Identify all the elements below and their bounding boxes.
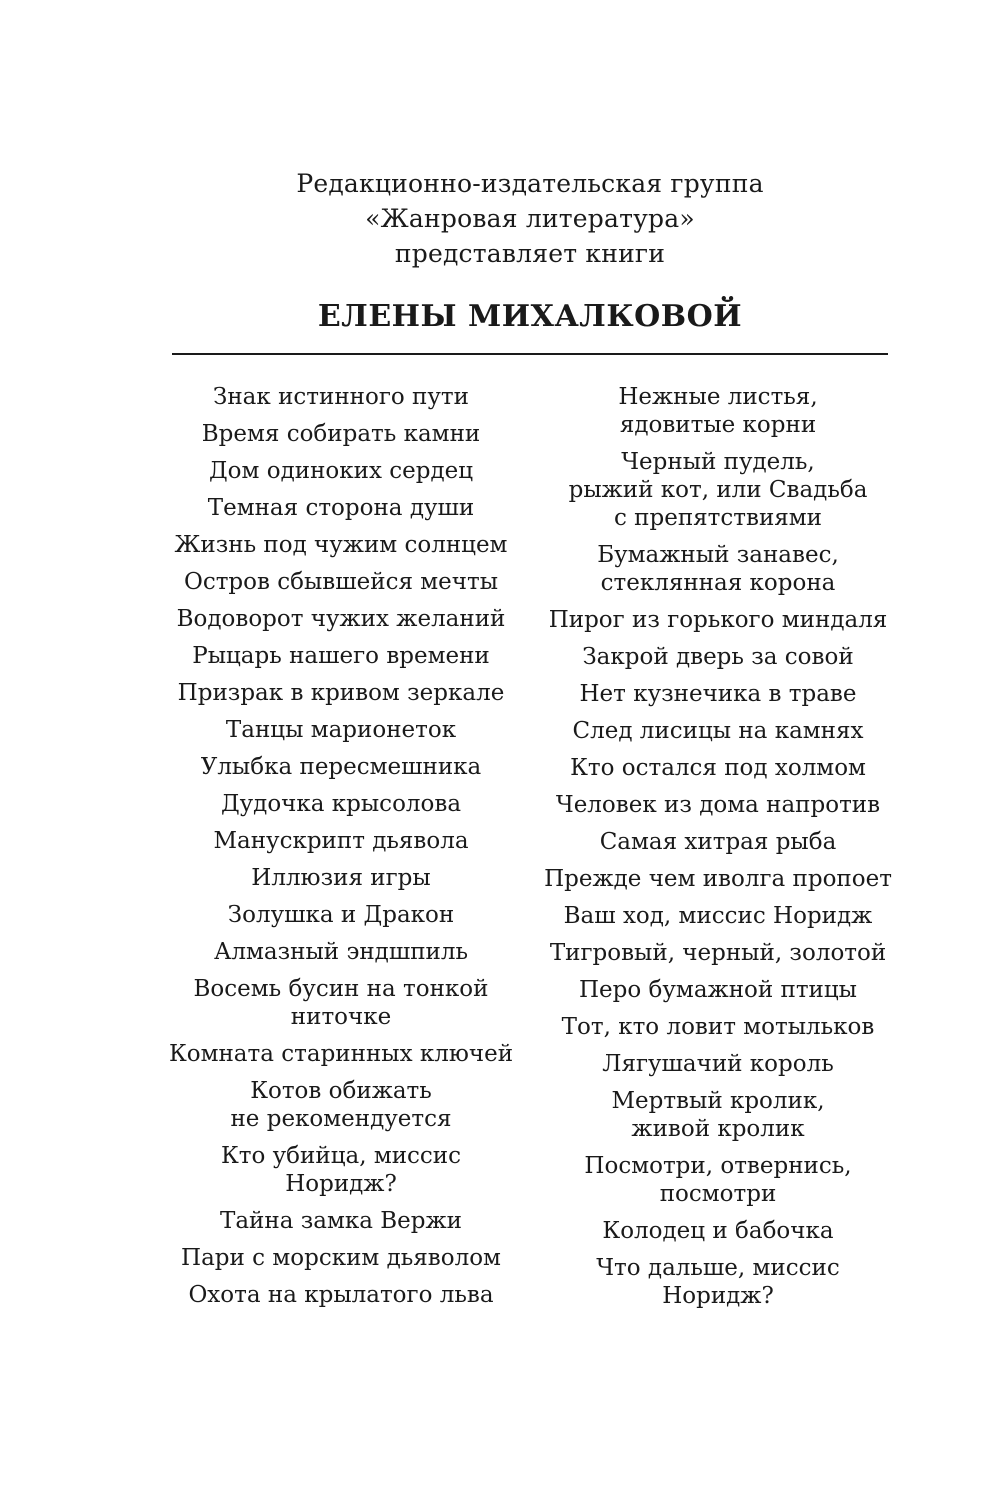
- book-title-line: Закрой дверь за совой: [582, 644, 854, 670]
- book-title-line: Восемь бусин на тонкой: [193, 976, 489, 1002]
- right-title-column: [538, 383, 898, 1319]
- book-title-line: Улыбка пересмешника: [200, 754, 482, 780]
- book-title-line: Знак истинного пути: [213, 384, 469, 410]
- book-title-line: Золушка и Дракон: [227, 902, 455, 928]
- book-title: [161, 901, 521, 929]
- book-title-line: посмотри: [659, 1181, 777, 1207]
- book-title-line: Рыцарь нашего времени: [192, 643, 490, 669]
- book-title-line: Котов обижать: [250, 1078, 432, 1104]
- book-title: [161, 790, 521, 818]
- book-title-line: ниточке: [290, 1004, 392, 1030]
- book-title-line: Остров сбывшейся мечты: [183, 569, 499, 595]
- book-title: [161, 864, 521, 892]
- book-title: [161, 531, 521, 559]
- book-title-line: Пари с морским дьяволом: [181, 1245, 501, 1271]
- book-title-line: Комната старинных ключей: [168, 1041, 514, 1067]
- book-title-line: Лягушачий король: [602, 1051, 834, 1077]
- book-title: [538, 1087, 898, 1143]
- book-title-line: Нежные листья,: [618, 384, 818, 410]
- book-title: [538, 902, 898, 930]
- book-title-line: Алмазный эндшпиль: [214, 939, 468, 965]
- book-title-line: рыжий кот, или Свадьба: [568, 477, 868, 503]
- book-title: [161, 753, 521, 781]
- book-title: [538, 448, 898, 532]
- book-title: [161, 1281, 521, 1309]
- book-title: [538, 606, 898, 634]
- book-title-line: Норидж?: [662, 1283, 774, 1309]
- book-title-line: Человек из дома напротив: [555, 792, 881, 818]
- book-title-line: Мертвый кролик,: [611, 1088, 825, 1114]
- book-title-line: След лисицы на камнях: [572, 718, 864, 744]
- book-title-line: Колодец и бабочка: [602, 1218, 834, 1244]
- book-title-line: Дудочка крысолова: [220, 791, 462, 817]
- book-title: [538, 939, 898, 967]
- book-title-line: Прежде чем иволга пропоет: [544, 866, 892, 892]
- book-title: [538, 1013, 898, 1041]
- book-title: [161, 642, 521, 670]
- book-title-line: Черный пудель,: [621, 449, 815, 475]
- book-title: [161, 679, 521, 707]
- book-title: [538, 1254, 898, 1310]
- book-title: [161, 420, 521, 448]
- book-title-line: Пирог из горького миндаля: [548, 607, 888, 633]
- book-title-line: Манускрипт дьявола: [213, 828, 469, 854]
- book-title-line: Бумажный занавес,: [597, 542, 839, 568]
- book-title: [161, 605, 521, 633]
- book-title-line: Танцы марионеток: [225, 717, 457, 743]
- book-title-line: Тот, кто ловит мотыльков: [561, 1014, 875, 1040]
- book-title: [161, 1077, 521, 1133]
- book-title-line: Кто остался под холмом: [570, 755, 866, 781]
- book-title-line: Время собирать камни: [201, 421, 481, 447]
- book-title: [161, 938, 521, 966]
- book-title: [161, 457, 521, 485]
- book-title: [538, 976, 898, 1004]
- book-title: [538, 865, 898, 893]
- book-title: [538, 643, 898, 671]
- book-title-line: Тигровый, черный, золотой: [549, 940, 887, 966]
- book-title: [538, 828, 898, 856]
- book-title: [538, 383, 898, 439]
- book-title: [161, 975, 521, 1031]
- book-title-line: с препятствиями: [613, 505, 823, 531]
- author-name: ЕЛЕНЫ МИХАЛКОВОЙ: [317, 299, 743, 334]
- book-title-line: Перо бумажной птицы: [579, 977, 857, 1003]
- book-title-line: живой кролик: [631, 1116, 805, 1142]
- book-title-line: Водоворот чужих желаний: [176, 606, 506, 632]
- book-title-line: Норидж?: [285, 1171, 397, 1197]
- book-title-line: Призрак в кривом зеркале: [177, 680, 505, 706]
- left-title-column: [161, 383, 521, 1318]
- book-title-line: Иллюзия игры: [251, 865, 431, 891]
- book-title-line: Дом одиноких сердец: [208, 458, 474, 484]
- book-title-line: Что дальше, миссис: [596, 1255, 840, 1281]
- book-title: [161, 827, 521, 855]
- book-title-line: не рекомендуется: [230, 1106, 452, 1132]
- book-title-line: стеклянная корона: [600, 570, 836, 596]
- book-title: [161, 1207, 521, 1235]
- book-title: [161, 383, 521, 411]
- book-title-line: ядовитые корни: [619, 412, 817, 438]
- book-title: [161, 494, 521, 522]
- book-title: [538, 1217, 898, 1245]
- presents-line: представляет книги: [394, 239, 666, 268]
- book-title-line: Темная сторона души: [207, 495, 475, 521]
- header-divider: [172, 353, 888, 355]
- book-title-line: Нет кузнечика в траве: [579, 681, 857, 707]
- book-title: [161, 716, 521, 744]
- book-title: [161, 1040, 521, 1068]
- book-title: [538, 791, 898, 819]
- book-title: [538, 754, 898, 782]
- page-header: [172, 166, 888, 337]
- book-title: [538, 680, 898, 708]
- book-title-line: Ваш ход, миссис Норидж: [563, 903, 873, 929]
- publisher-group-line: Редакционно-издательская группа: [296, 169, 764, 198]
- book-title: [538, 541, 898, 597]
- genre-line: «Жанровая литература»: [365, 204, 695, 233]
- book-title: [161, 568, 521, 596]
- book-title: [161, 1244, 521, 1272]
- book-title-line: Жизнь под чужим солнцем: [174, 532, 508, 558]
- book-title: [161, 1142, 521, 1198]
- book-title-line: Охота на крылатого льва: [188, 1282, 494, 1308]
- book-title-line: Тайна замка Вержи: [219, 1208, 462, 1234]
- book-title-line: Кто убийца, миссис: [220, 1143, 462, 1169]
- book-title: [538, 1152, 898, 1208]
- book-title: [538, 1050, 898, 1078]
- book-title-line: Посмотри, отвернись,: [584, 1153, 852, 1179]
- book-title-line: Самая хитрая рыба: [599, 829, 837, 855]
- book-title: [538, 717, 898, 745]
